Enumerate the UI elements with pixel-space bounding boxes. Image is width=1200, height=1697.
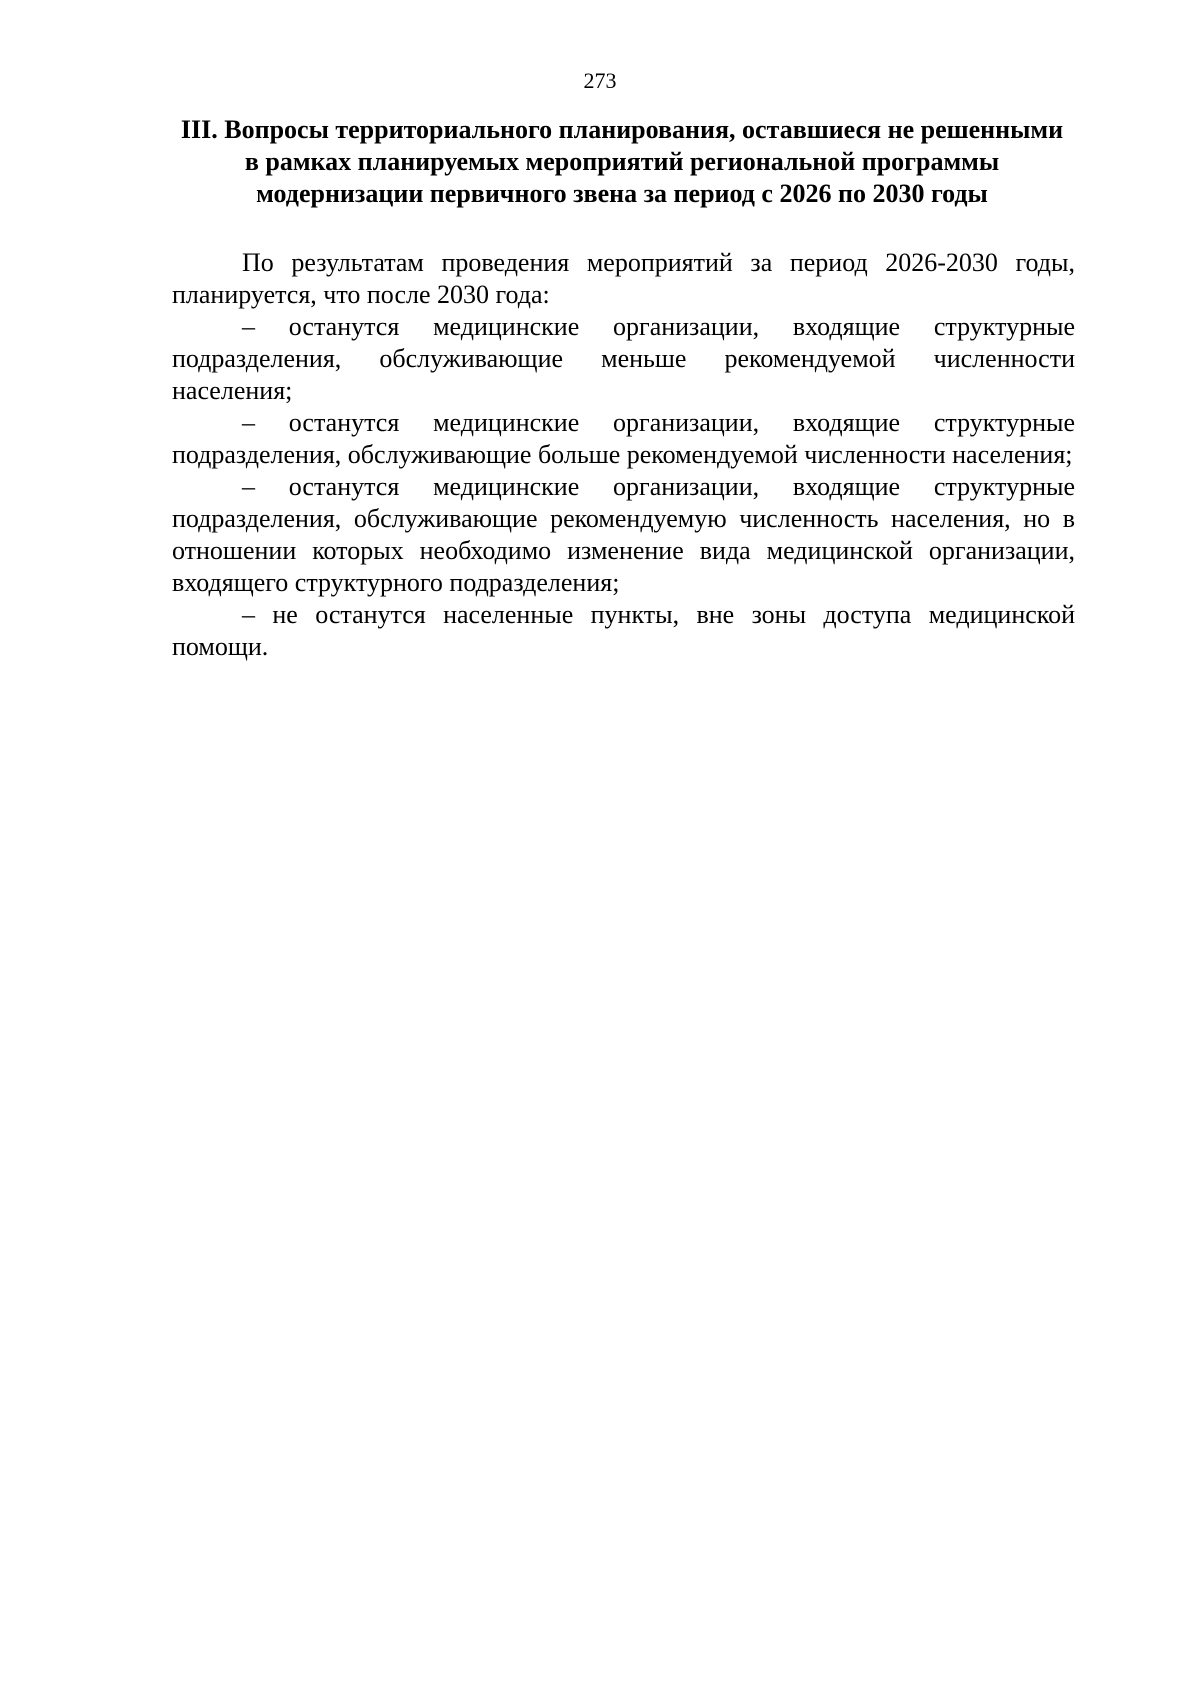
page-number: 273 bbox=[583, 68, 617, 93]
heading-line-1: III. Вопросы территориального планирования, оставшиеся не решенными bbox=[180, 115, 1064, 144]
list-item-more-population: – останутся медицинские организации, входящие структурные подразделения, обслуживающие больше рекомендуемой численности населения; bbox=[172, 408, 1075, 469]
list-item-fewer-population: – останутся медицинские организации, входящие структурные подразделения, обслуживающие меньше рекомендуемой численности населения; bbox=[172, 312, 1075, 405]
intro-paragraph: По результатам проведения мероприятий за период 2026-2030 годы, планируется, что после 2030 года: bbox=[172, 248, 1075, 309]
body-text bbox=[172, 247, 1075, 663]
list-item-no-access: – не останутся населенные пункты, вне зоны доступа медицинской помощи. bbox=[172, 600, 1075, 661]
list-item-type-change: – останутся медицинские организации, входящие структурные подразделения, обслуживающие рекомендуемую численность населения, но в отношении которых необходимо изменение вида медицинской организации, входящего структурного подразделения; bbox=[172, 472, 1075, 597]
section-heading bbox=[172, 114, 1072, 210]
heading-line-3: модернизации первичного звена за период с 2026 по 2030 годы bbox=[256, 179, 988, 208]
heading-line-2: в рамках планируемых мероприятий региональной программы bbox=[244, 147, 1000, 176]
